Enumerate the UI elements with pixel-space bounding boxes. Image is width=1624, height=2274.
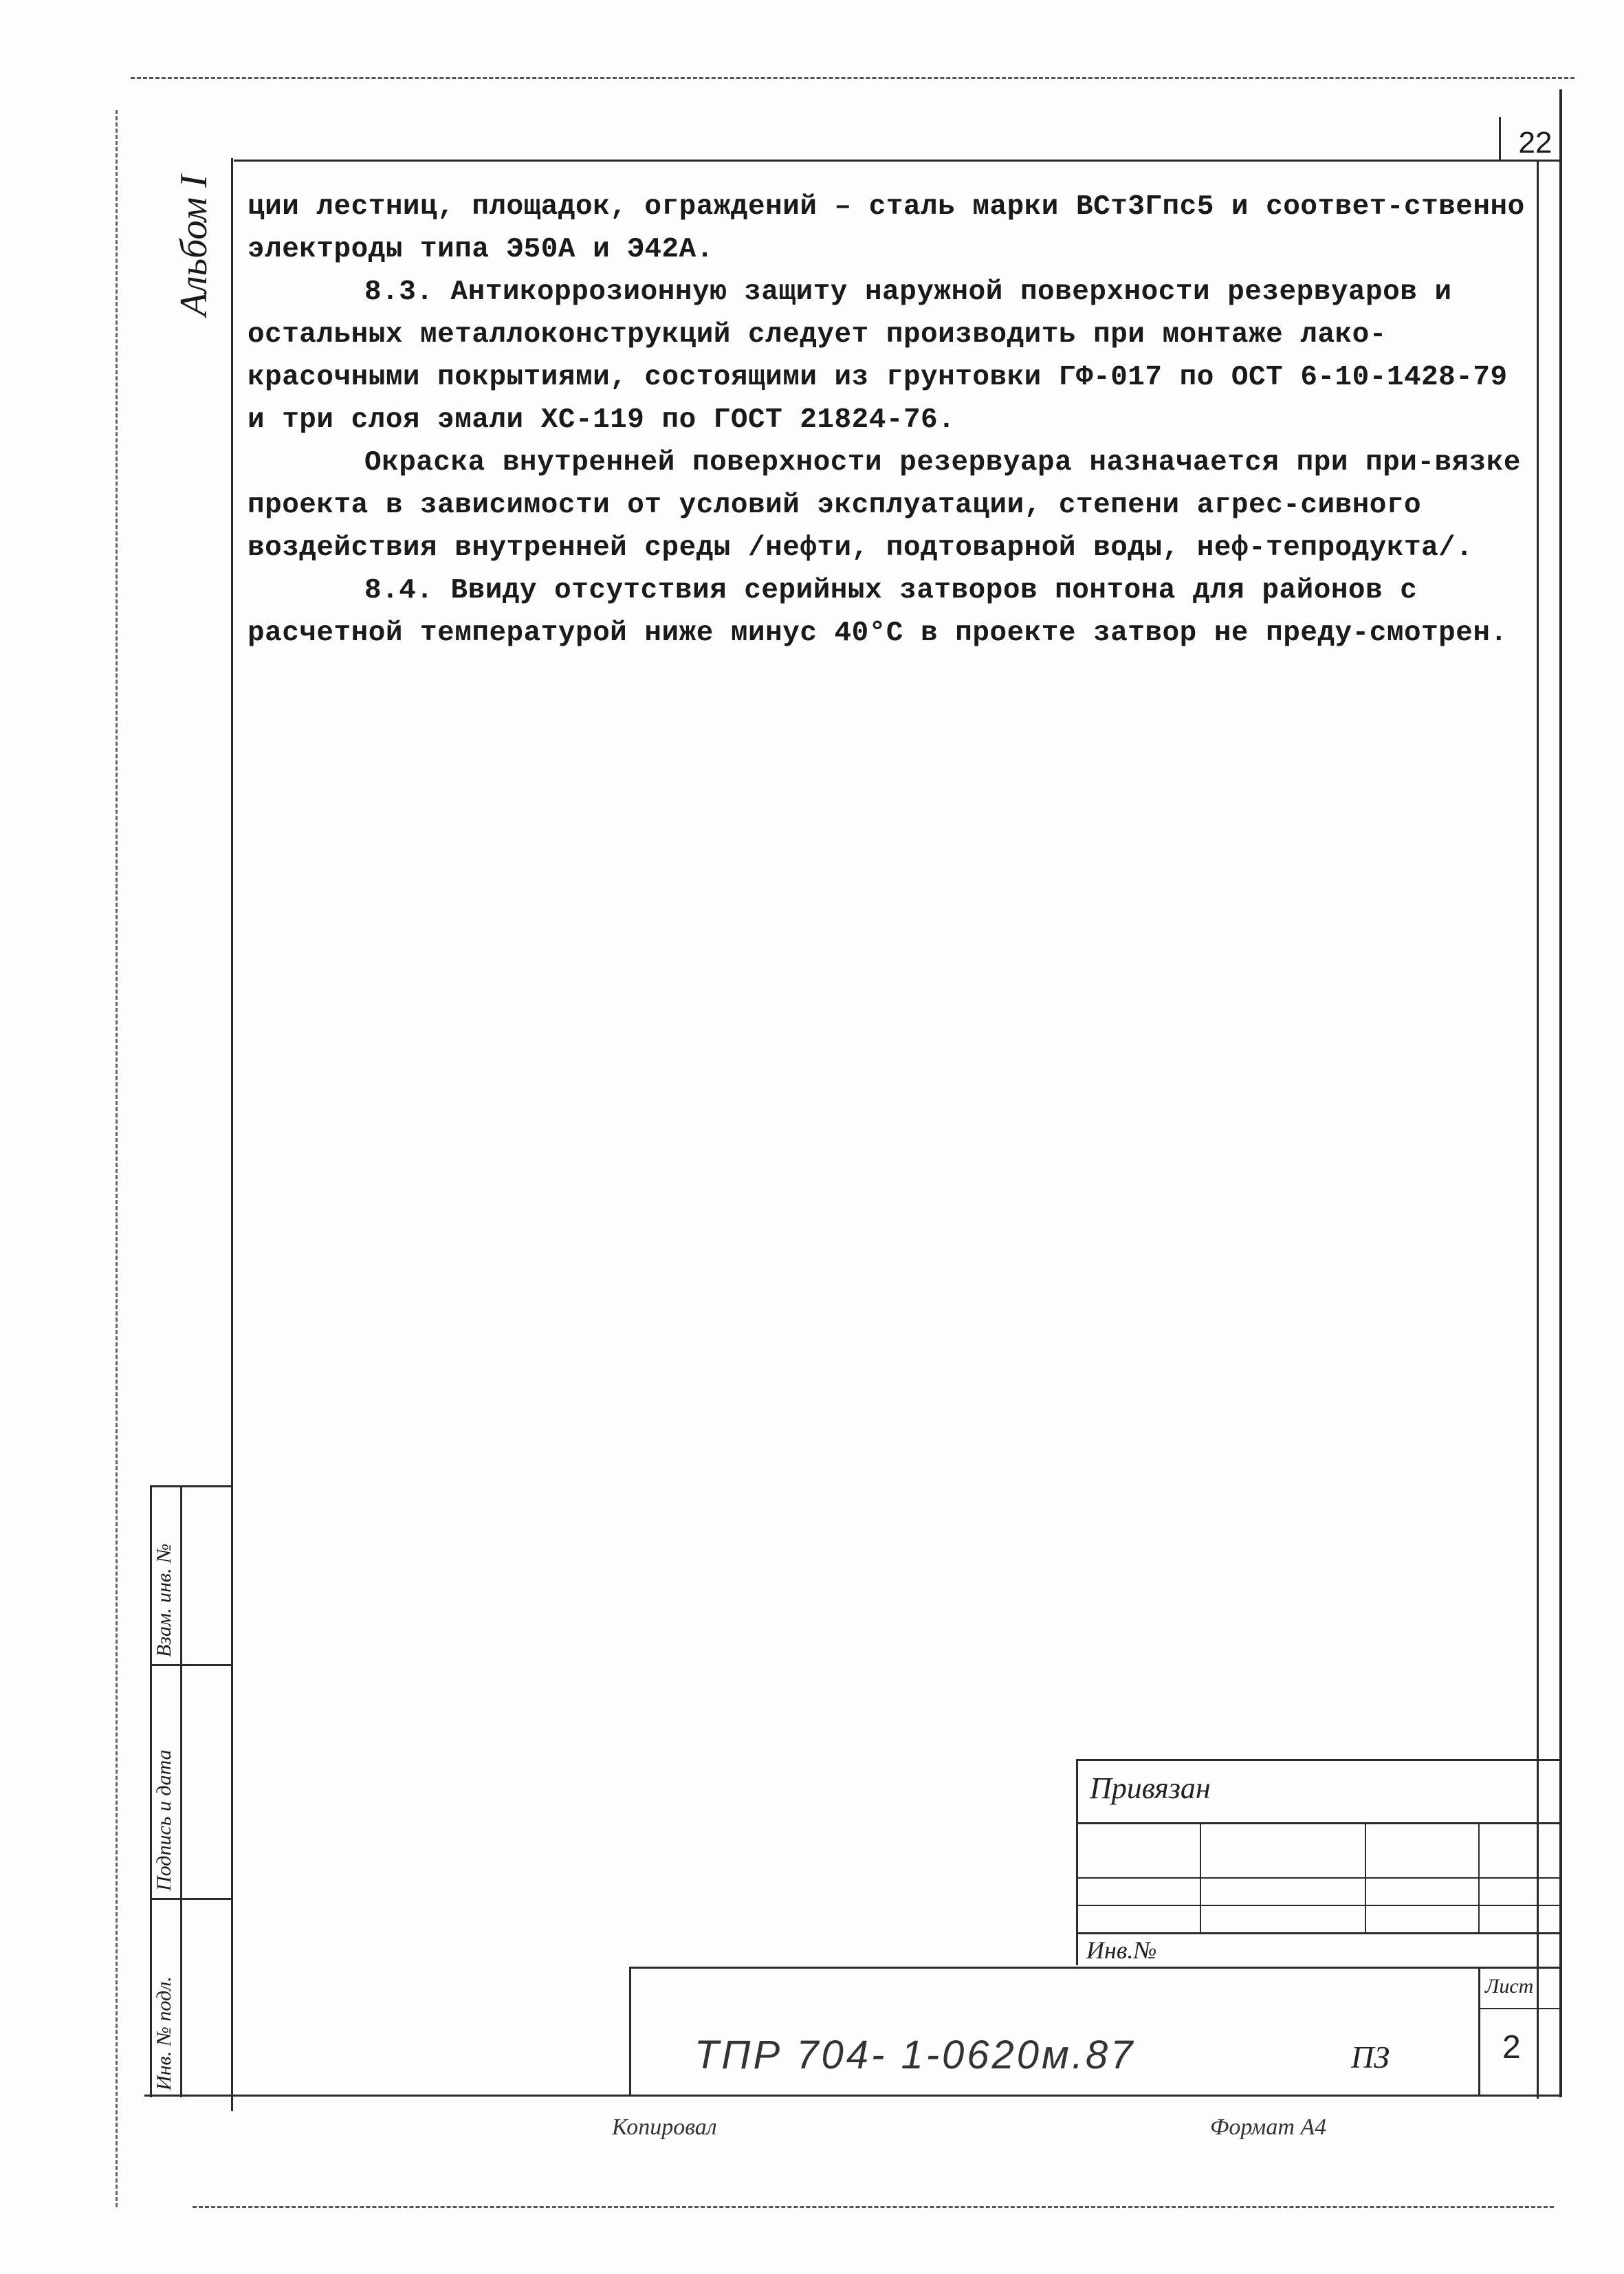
attach-row-3 bbox=[1076, 1905, 1561, 1906]
frame-bottom-line bbox=[144, 2095, 1561, 2097]
attached-label: Привязан bbox=[1090, 1771, 1211, 1805]
attach-box-left bbox=[1076, 1759, 1078, 1965]
frame-left-line bbox=[231, 158, 233, 2111]
sheet-label: Лист bbox=[1485, 1975, 1534, 1998]
body-text bbox=[248, 186, 1533, 655]
title-block-left bbox=[629, 1967, 631, 2096]
stamp-row-line-2 bbox=[150, 1898, 232, 1900]
sheet-value: 2 bbox=[1502, 2029, 1521, 2066]
attach-col-1 bbox=[1200, 1822, 1201, 1932]
attach-col-2 bbox=[1365, 1822, 1366, 1932]
section-code: ПЗ bbox=[1351, 2040, 1390, 2075]
frame-top-line bbox=[234, 160, 1561, 162]
left-cut-line bbox=[116, 110, 118, 2207]
stamp-top-line bbox=[150, 1485, 232, 1487]
paragraph-1: ции лестниц, площадок, ограждений – сталь марки ВСт3Гпс5 и соответ-ственно электроды типа Э50А и Э42А. bbox=[248, 191, 1525, 265]
sheet-number: 22 bbox=[1518, 126, 1552, 160]
top-cut-line bbox=[131, 77, 1574, 79]
sheet-box-left bbox=[1499, 117, 1501, 162]
frame-inner-right-line bbox=[1537, 160, 1539, 2099]
document-code: ТПР 704- 1-0620м.87 bbox=[694, 2033, 1136, 2077]
inv-no-label: Инв.№ bbox=[1086, 1936, 1157, 1964]
stamp-col-line-2 bbox=[180, 1485, 182, 2097]
attach-row-2 bbox=[1076, 1877, 1561, 1879]
title-block-top bbox=[629, 1967, 1561, 1969]
attach-row-1 bbox=[1076, 1822, 1561, 1824]
album-label: Альбом I bbox=[173, 175, 215, 316]
attach-col-3 bbox=[1478, 1822, 1480, 1932]
stamp-row-line-1 bbox=[150, 1664, 232, 1666]
paragraph-3: Окраска внутренней поверхности резервуара назначается при при-вязке проекта в зависимости от условий эксплуатации, степени агрес-сивного воздействия внутренней среды /нефти, подтоварной воды, неф-тепродукта/. bbox=[248, 447, 1521, 564]
bottom-cut-line bbox=[193, 2206, 1554, 2208]
title-block-sheet-row bbox=[1478, 2008, 1561, 2009]
copied-by: Копировал bbox=[612, 2114, 717, 2140]
paragraph-4: 8.4. Ввиду отсутствия серийных затворов понтона для районов с расчетной температурой ниже минус 40°С в проекте затвор не преду-смотрен. bbox=[248, 575, 1508, 649]
document-page: 22 Альбом I ции лестниц, площадок, ограждений – сталь марки ВСт3Гпс5 и соответ-ственно электроды типа Э50А и Э42А. 8.3. Антикоррозионную защиту наружной поверхности резервуаров и остальных металлоконструкций следует производить при монтаже лако-красочными покрытиями, состоящими из грунтовки ГФ-017 по ОСТ 6-10-1428-79 и три слоя эмали ХС-119 по ГОСТ 21824-76. Окраска внутренней поверхности резервуара назначается при при-вязке проекта в зависимости от условий эксплуатации, степени агрес-сивного воздействия внутренней среды /нефти, подтоварной воды, неф-тепродукта/. 8.4. Ввиду отсутствия серийных затворов понтона для районов с расчетной температурой ниже минус 40°С в проекте затвор не преду-смотрен. Взам. инв. № Подпись и дата Инв. № подл. Привязан Инв.№ Лист 2 ТПР 704- 1-0620м.87 ПЗ Копировал Формат А4 bbox=[0, 0, 1624, 2274]
frame-right-line bbox=[1559, 89, 1562, 2097]
title-block-sheet-col bbox=[1478, 1967, 1480, 2096]
paper-format: Формат А4 bbox=[1210, 2114, 1327, 2140]
attach-box-top bbox=[1076, 1759, 1561, 1761]
paragraph-2: 8.3. Антикоррозионную защиту наружной поверхности резервуаров и остальных металлоконструкций следует производить при монтаже лако-красочными покрытиями, состоящими из грунтовки ГФ-017 по ОСТ 6-10-1428-79 и три слоя эмали ХС-119 по ГОСТ 21824-76. bbox=[248, 276, 1508, 436]
attach-row-4 bbox=[1076, 1932, 1561, 1934]
stamp-col-line-1 bbox=[150, 1485, 152, 2097]
